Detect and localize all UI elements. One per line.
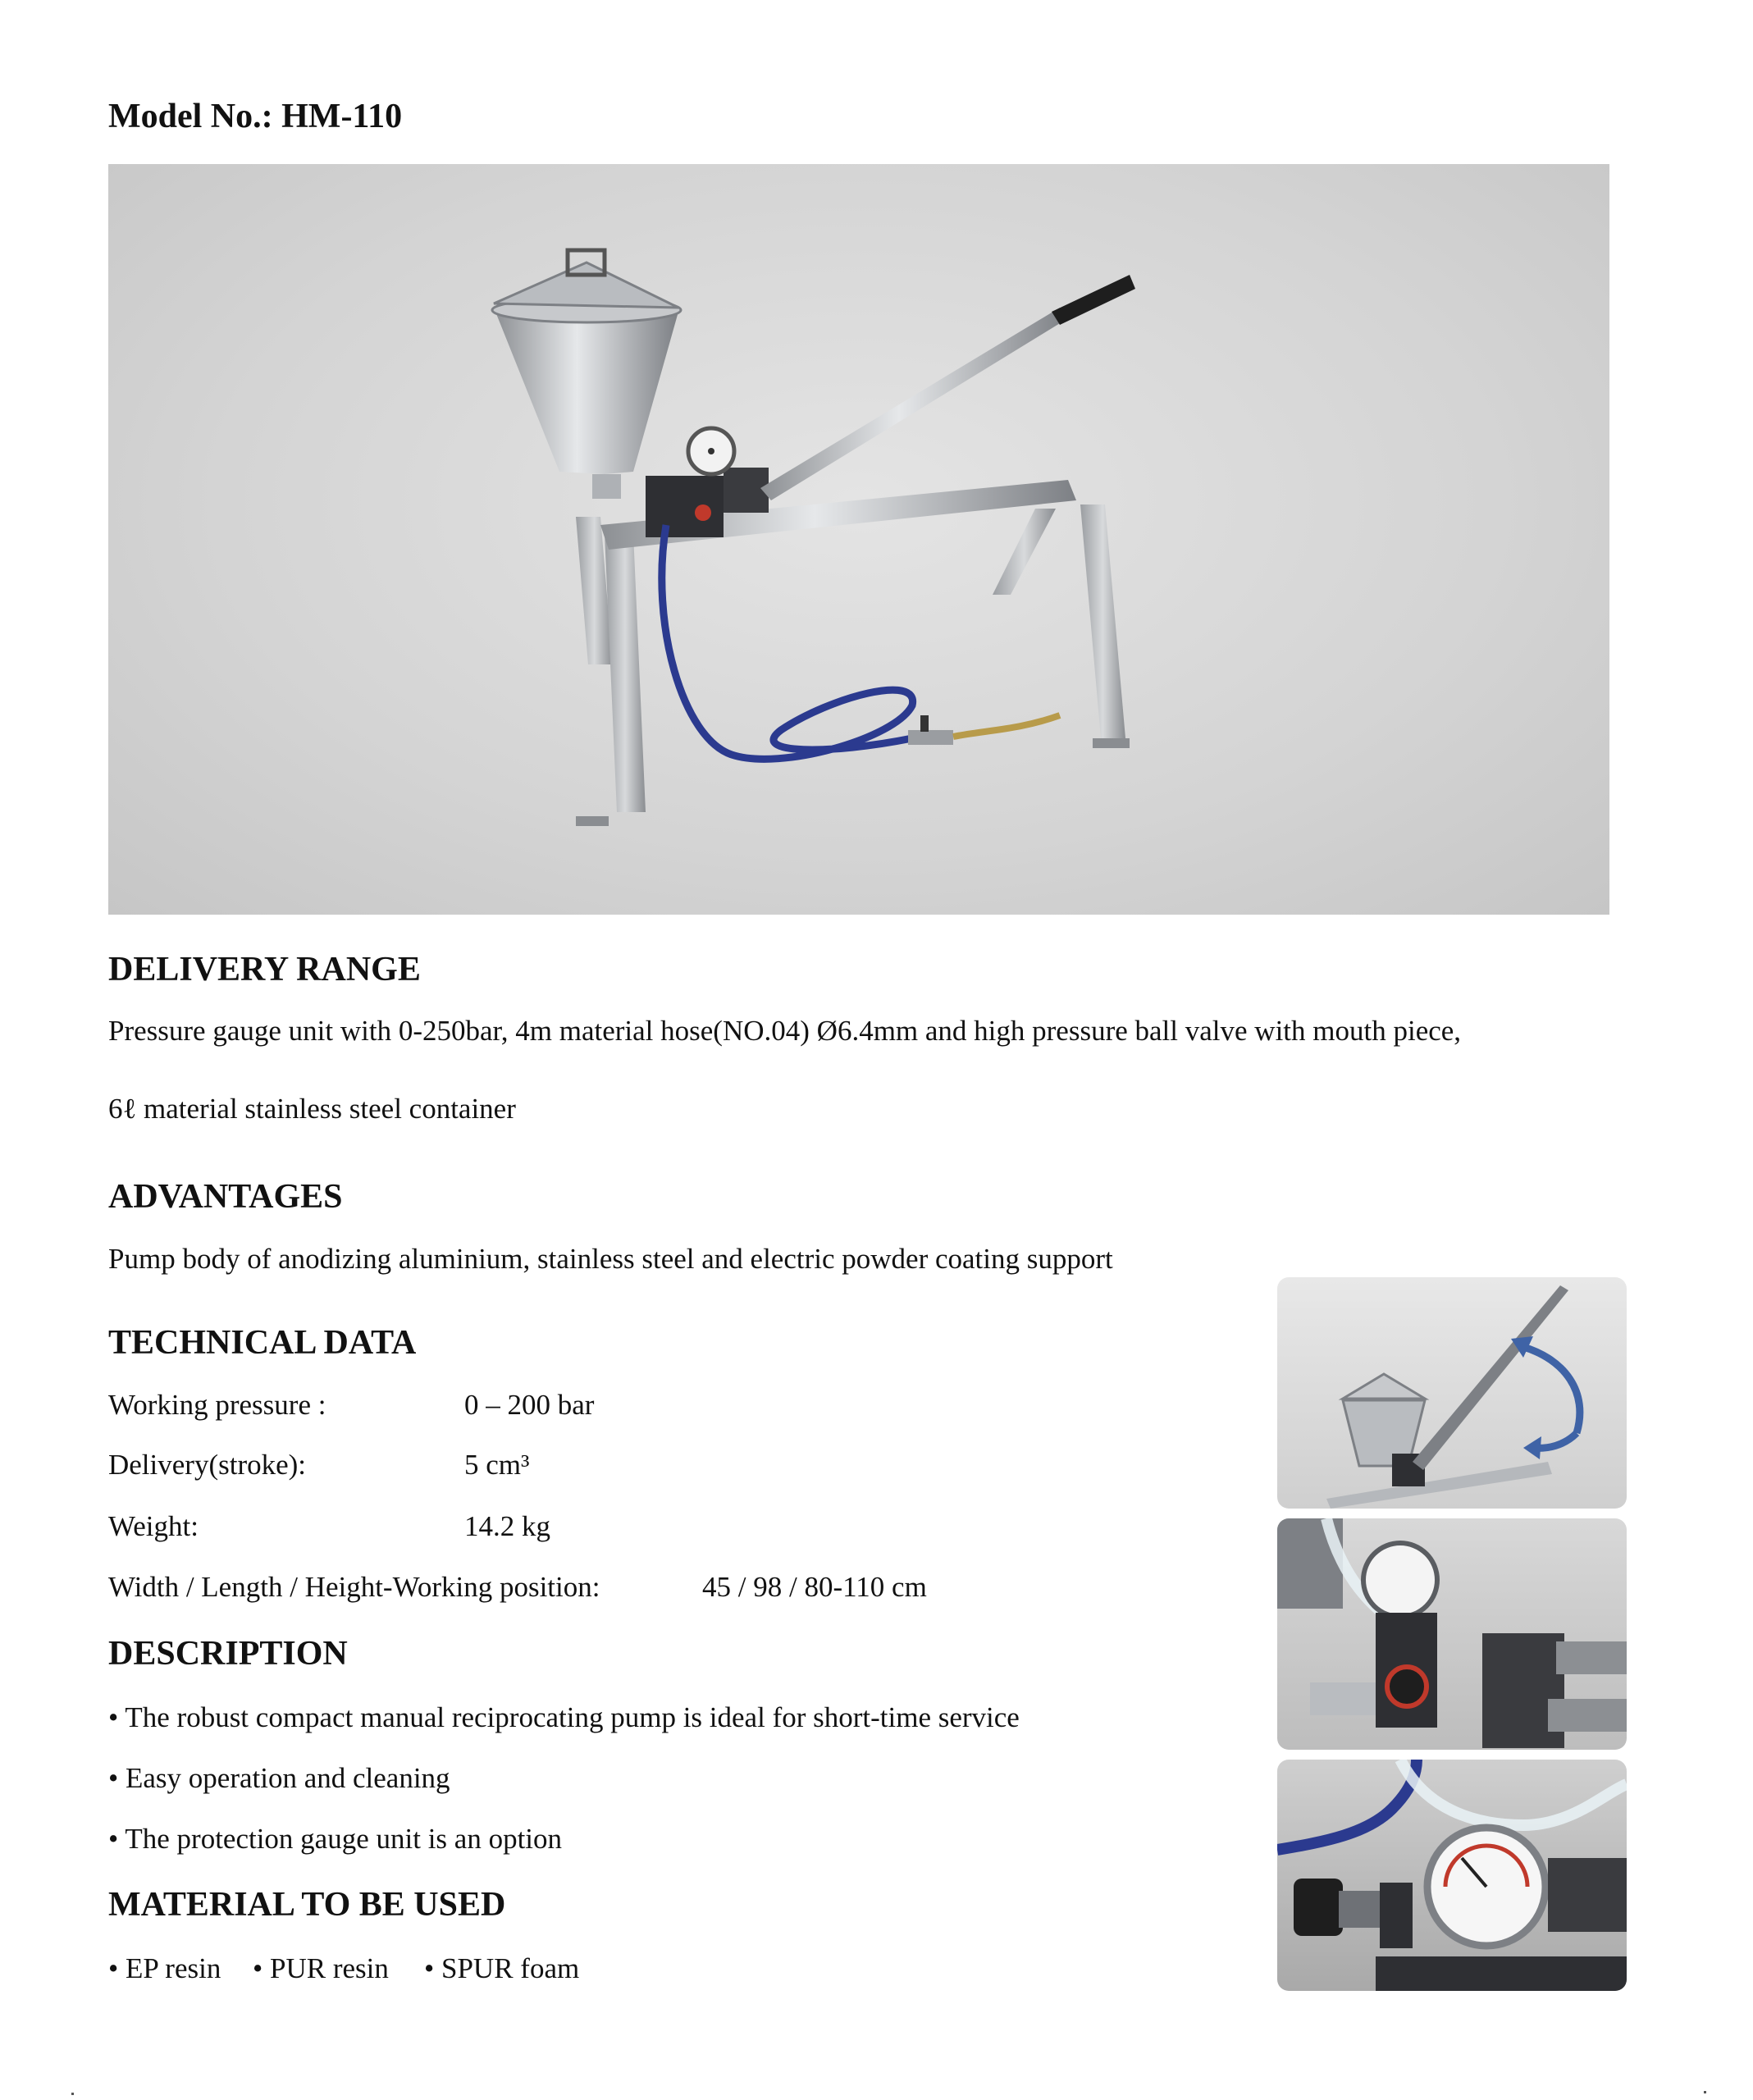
description-heading: DESCRIPTION xyxy=(108,1635,348,1673)
delivery-stroke-label: Delivery(stroke): xyxy=(108,1449,307,1481)
advantages-heading: ADVANTAGES xyxy=(108,1178,343,1216)
material-item-spur-foam: • SPUR foam xyxy=(424,1952,580,1984)
page-mark-left xyxy=(71,2093,74,2095)
delivery-stroke-value: 5 cm³ xyxy=(464,1449,530,1481)
delivery-range-line-2: 6ℓ material stainless steel container xyxy=(108,1093,516,1125)
weight-label: Weight: xyxy=(108,1510,199,1542)
weight-value: 14.2 kg xyxy=(464,1510,550,1542)
material-item-pur-resin: • PUR resin xyxy=(253,1952,389,1984)
thumbnail-lever-motion xyxy=(1277,1277,1627,1509)
description-item-2: • Easy operation and cleaning xyxy=(108,1762,450,1794)
model-title: Model No.: HM-110 xyxy=(108,98,403,135)
material-heading: MATERIAL TO BE USED xyxy=(108,1886,506,1924)
page-mark-right xyxy=(1704,2091,1706,2093)
delivery-range-heading: DELIVERY RANGE xyxy=(108,951,421,988)
working-pressure-label: Working pressure : xyxy=(108,1389,326,1421)
dimensions-value: 45 / 98 / 80-110 cm xyxy=(702,1571,927,1603)
technical-data-heading: TECHNICAL DATA xyxy=(108,1324,417,1362)
product-main-image xyxy=(108,164,1609,915)
material-item-ep-resin: • EP resin xyxy=(108,1952,221,1984)
dimensions-label: Width / Length / Height-Working position: xyxy=(108,1571,600,1603)
thumbnail-pressure-gauge-detail xyxy=(1277,1760,1627,1991)
description-item-3: • The protection gauge unit is an option xyxy=(108,1823,563,1855)
delivery-range-line-1: Pressure gauge unit with 0-250bar, 4m material hose(NO.04) Ø6.4mm and high pressure ball valve with mouth piece, xyxy=(108,1015,1462,1047)
advantages-text: Pump body of anodizing aluminium, stainless steel and electric powder coating support xyxy=(108,1243,1113,1275)
description-item-1: • The robust compact manual reciprocating pump is ideal for short-time service xyxy=(108,1701,1020,1733)
thumbnail-gauge-closeup xyxy=(1277,1518,1627,1750)
working-pressure-value: 0 – 200 bar xyxy=(464,1389,595,1421)
